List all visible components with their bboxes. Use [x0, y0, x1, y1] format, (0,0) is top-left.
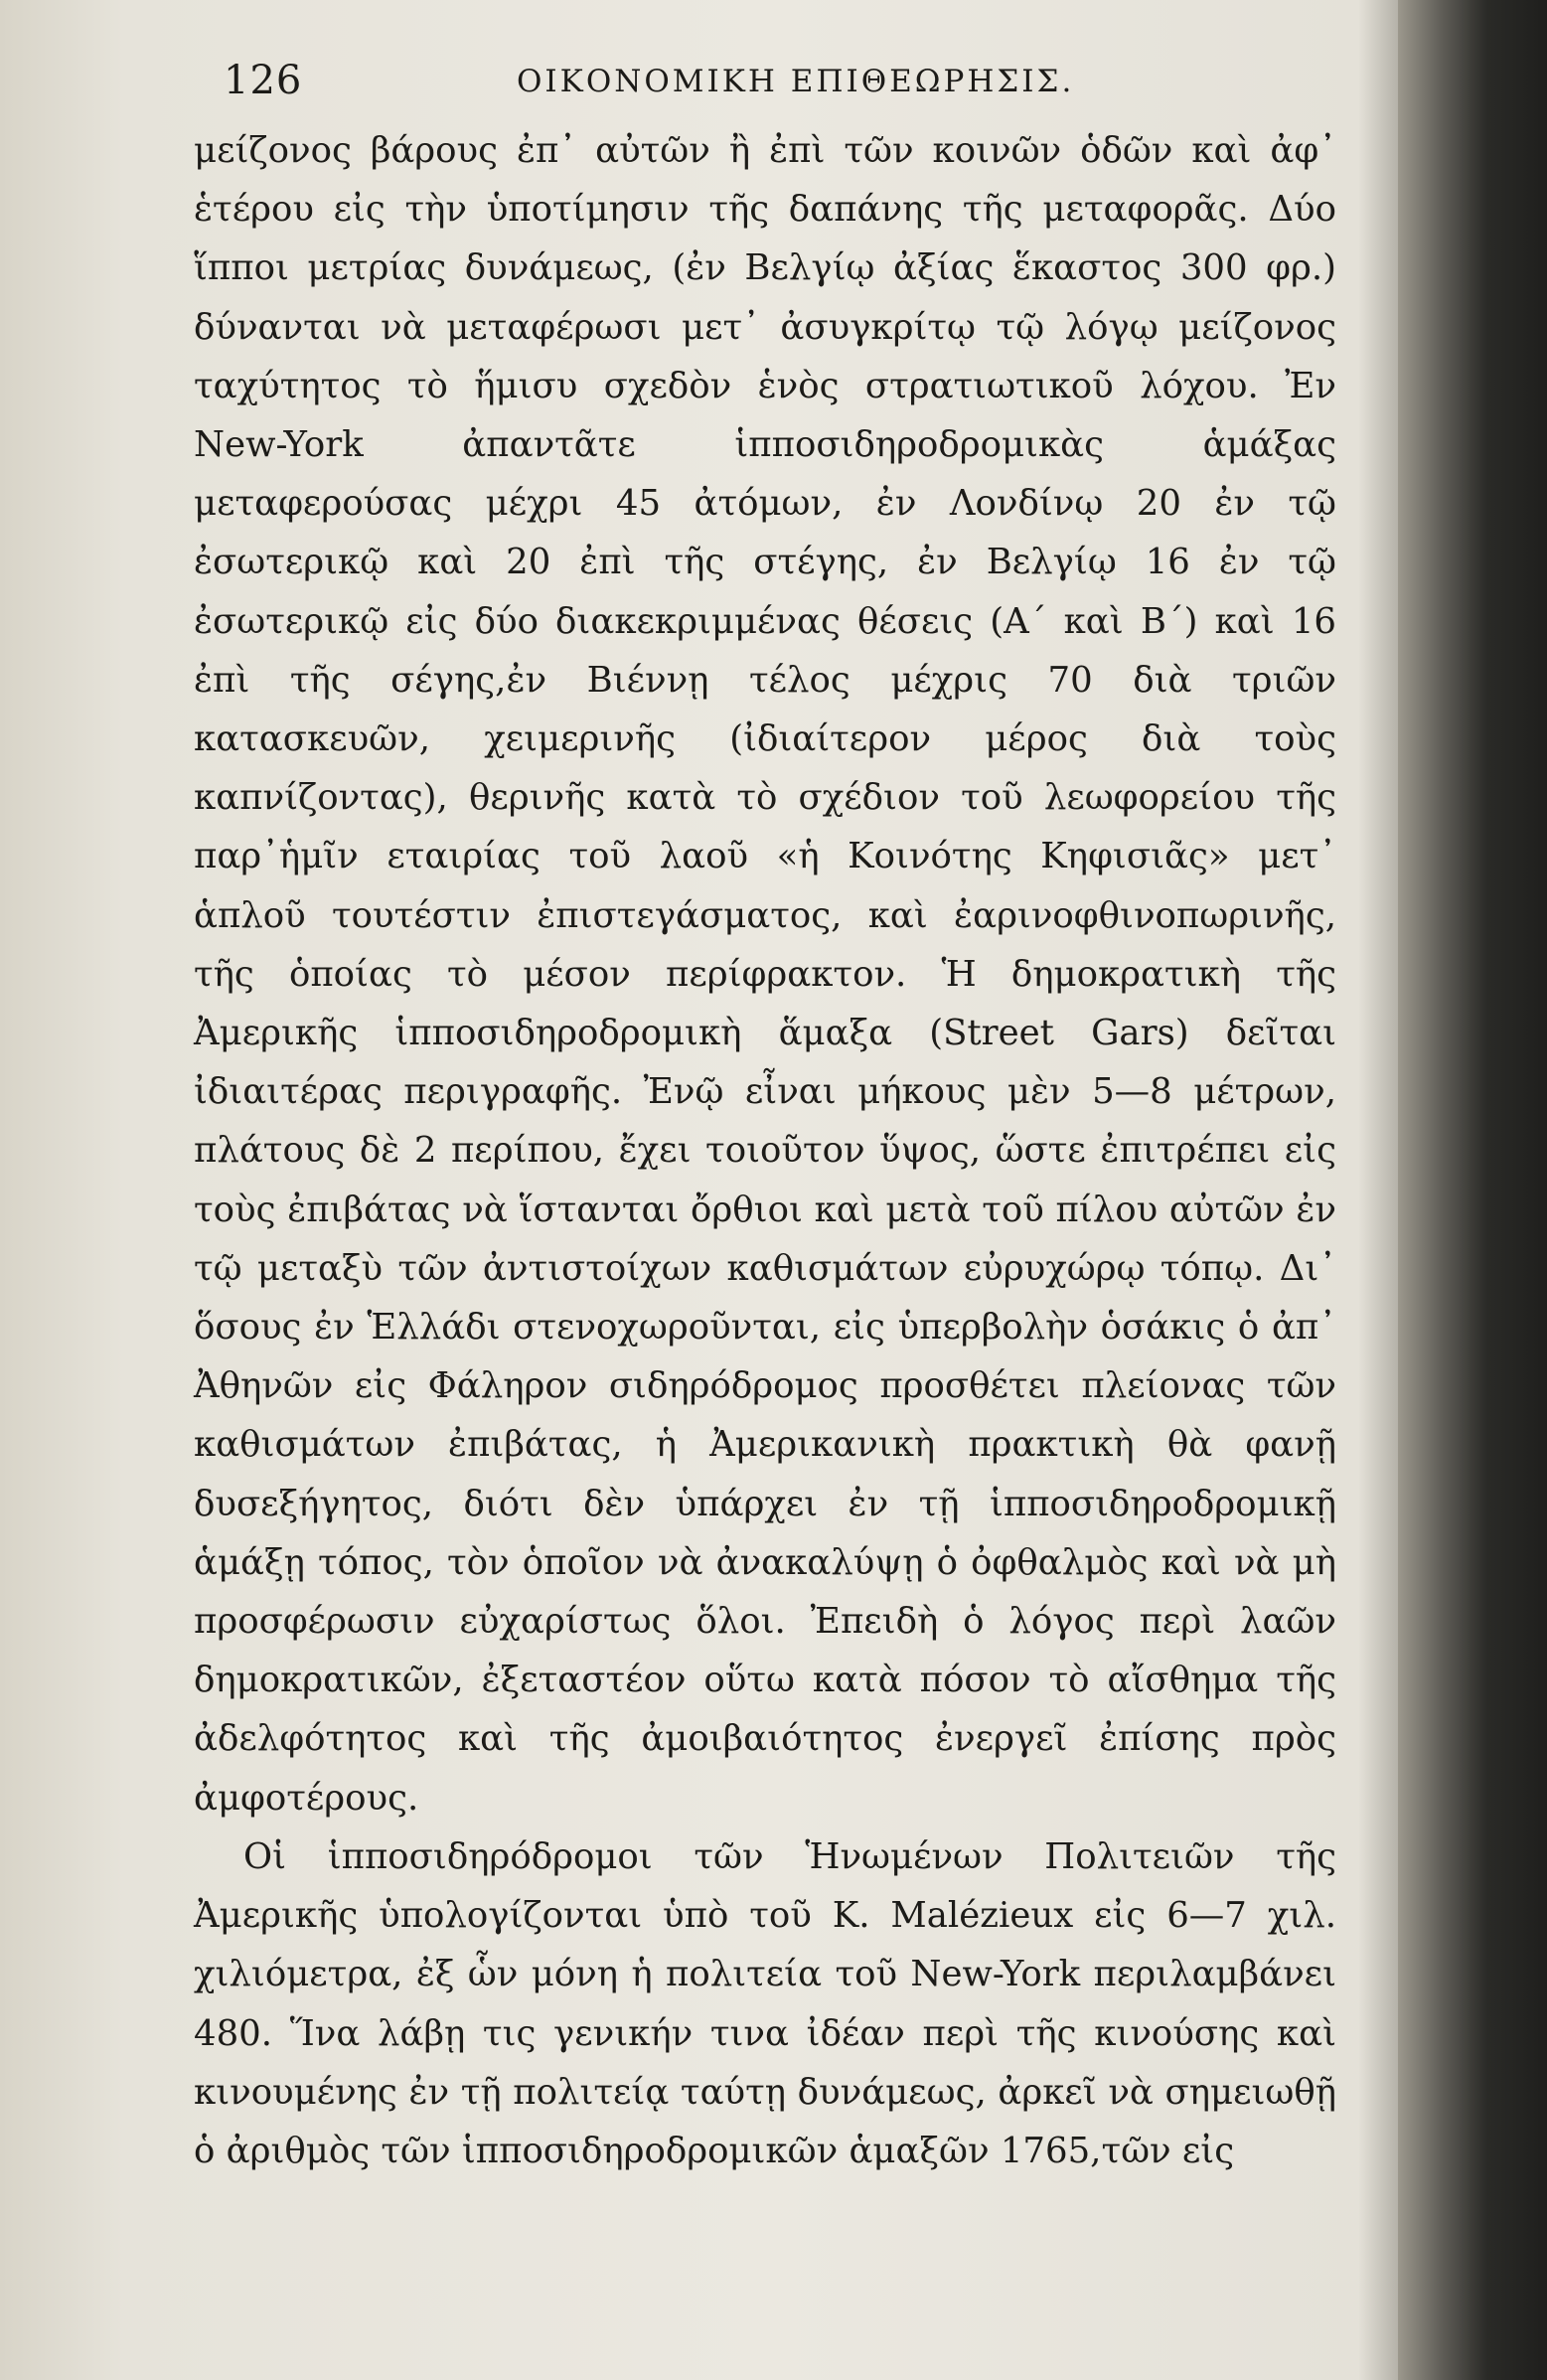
body-text: [194, 121, 1336, 2180]
paragraph-2: Οἱ ἱπποσιδηρόδρομοι τῶν Ἡνωμένων Πολιτειῶν τῆς Ἀμερικῆς ὑπολογίζονται ὑπὸ τοῦ Κ. Malézieux εἰς 6—7 χιλ. χιλιόμετρα, ἐξ ὧν μόνη ἡ πολιτεία τοῦ New-York περιλαμβάνει 480. Ἵνα λάβῃ τις γενικήν τινα ἰδέαν περὶ τῆς κινούσης καὶ κινουμένης ἐν τῇ πολιτείᾳ ταύτῃ δυνάμεως, ἀρκεῖ νὰ σημειωθῇ ὁ ἀριθμὸς τῶν ἱπποσιδηροδρομικῶν ἁμαξῶν 1765,τῶν εἰς: [194, 1835, 1336, 2171]
running-header: [194, 40, 1336, 103]
page-number: 126: [224, 58, 303, 103]
paragraph-1: μείζονος βάρους ἐπ᾽ αὐτῶν ἢ ἐπὶ τῶν κοινῶν ὁδῶν καὶ ἀφ᾽ ἑτέρου εἰς τὴν ὑποτίμησιν τῆς δαπάνης τῆς μεταφορᾶς. Δύο ἵπποι μετρίας δυνάμεως, (ἐν Βελγίῳ ἀξίας ἕκαστος 300 φρ.) δύνανται νὰ μεταφέρωσι μετ᾽ ἀσυγκρίτῳ τῷ λόγῳ μείζονος ταχύτητος τὸ ἥμισυ σχεδὸν ἑνὸς στρατιωτικοῦ λόχου. Ἐν New-York ἀπαντᾶτε ἱπποσιδηροδρομικὰς ἁμάξας μεταφερούσας μέχρι 45 ἀτόμων, ἐν Λονδίνῳ 20 ἐν τῷ ἐσωτερικῷ καὶ 20 ἐπὶ τῆς στέγης, ἐν Βελγίῳ 16 ἐν τῷ ἐσωτερικῷ εἰς δύο διακεκριμμένας θέσεις (Α΄ καὶ Β΄) καὶ 16 ἐπὶ τῆς σέγης,ἐν Βιέννῃ τέλος μέχρις 70 διὰ τριῶν κατασκευῶν, χειμερινῆς (ἰδιαίτερον μέρος διὰ τοὺς καπνίζοντας), θερινῆς κατὰ τὸ σχέδιον τοῦ λεωφορείου τῆς παρ᾽ἡμῖν εταιρίας τοῦ λαοῦ «ἡ Κοινότης Κηφισιᾶς» μετ᾽ ἁπλοῦ τουτέστιν ἐπιστεγάσματος, καὶ ἐαρινοφθινοπωρινῆς, τῆς ὁποίας τὸ μέσον περίφρακτον. Ἡ δημοκρατικὴ τῆς Ἀμερικῆς ἱπποσιδηροδρομικὴ ἅμαξα (Street Gars) δεῖται ἰδιαιτέρας περιγραφῆς. Ἐνῷ εἶναι μήκους μὲν 5—8 μέτρων, πλάτους δὲ 2 περίπου, ἔχει τοιοῦτον ὕψος, ὥστε ἐπιτρέπει εἰς τοὺς ἐπιβάτας νὰ ἵστανται ὄρθιοι καὶ μετὰ τοῦ πίλου αὐτῶν ἐν τῷ μεταξὺ τῶν ἀντιστοίχων καθισμάτων εὐρυχώρῳ τόπῳ. Δι᾽ ὅσους ἐν Ἑλλάδι στενοχωροῦνται, εἰς ὑπερβολὴν ὁσάκις ὁ ἀπ᾽ Ἀθηνῶν εἰς Φάληρον σιδηρόδρομος προσθέτει πλείονας τῶν καθισμάτων ἐπιβάτας, ἡ Ἀμερικανικὴ πρακτικὴ θὰ φανῇ δυσεξήγητος, διότι δὲν ὑπάρχει ἐν τῇ ἱπποσιδηροδρομικῇ ἁμάξῃ τόπος, τὸν ὁποῖον νὰ ἀνακαλύψῃ ὁ ὀφθαλμὸς καὶ νὰ μὴ προσφέρωσιν εὐχαρίστως ὅλοι. Ἐπειδὴ ὁ λόγος περὶ λαῶν δημοκρατικῶν, ἐξεταστέον οὕτω κατὰ πόσον τὸ αἴσθημα τῆς ἀδελφότητος καὶ τῆς ἀμοιβαιότητος ἐνεργεῖ ἐπίσης πρὸς ἀμφοτέρους.: [194, 130, 1336, 1819]
page-edge-shadow: [1358, 0, 1398, 2380]
running-header-title: ΟΙΚΟΝΟΜΙΚΗ ΕΠΙΘΕΩΡΗΣΙΣ.: [517, 64, 1075, 99]
book-binding-edge: [1398, 0, 1547, 2380]
book-page: [194, 40, 1336, 2345]
